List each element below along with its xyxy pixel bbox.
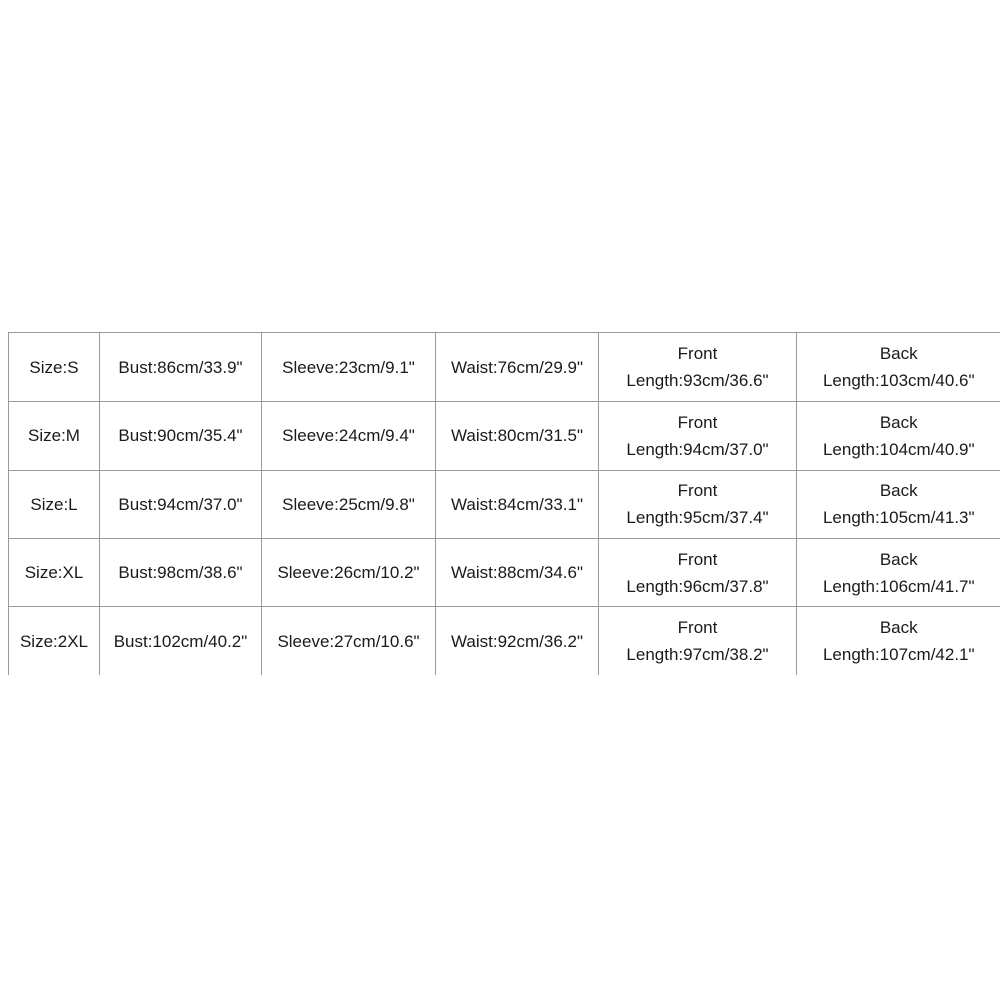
front-length-cell [599, 607, 797, 675]
bust-cell: Bust:102cm/40.2" [100, 607, 262, 675]
table-row [9, 470, 1000, 538]
bust-cell: Bust:98cm/38.6" [100, 538, 262, 606]
back-label: Back [879, 549, 918, 569]
back-length-value: Length:104cm/40.9" [822, 439, 975, 459]
waist-cell: Waist:76cm/29.9" [436, 333, 599, 402]
waist-cell: Waist:80cm/31.5" [436, 402, 599, 470]
table-row [9, 402, 1000, 470]
back-length-cell [797, 402, 1000, 470]
size-cell: Size:2XL [9, 607, 100, 675]
back-length-cell [797, 607, 1000, 675]
table-row [9, 333, 1000, 402]
back-length-value: Length:106cm/41.7" [822, 576, 975, 596]
back-length-cell [797, 470, 1000, 538]
front-length-value: Length:95cm/37.4" [626, 508, 769, 528]
size-chart-table [8, 332, 1000, 675]
waist-cell: Waist:88cm/34.6" [436, 538, 599, 606]
size-cell: Size:M [9, 402, 100, 470]
back-length-value: Length:105cm/41.3" [822, 508, 975, 528]
sleeve-cell: Sleeve:26cm/10.2" [262, 538, 436, 606]
sleeve-cell: Sleeve:25cm/9.8" [262, 470, 436, 538]
front-label: Front [677, 412, 718, 432]
back-length-value: Length:107cm/42.1" [822, 645, 975, 665]
size-cell: Size:XL [9, 538, 100, 606]
bust-cell: Bust:86cm/33.9" [100, 333, 262, 402]
waist-cell: Waist:92cm/36.2" [436, 607, 599, 675]
back-length-value: Length:103cm/40.6" [822, 371, 975, 391]
front-length-cell [599, 333, 797, 402]
back-label: Back [879, 344, 918, 364]
back-length-cell [797, 333, 1000, 402]
back-label: Back [879, 618, 918, 638]
size-cell: Size:L [9, 470, 100, 538]
back-label: Back [879, 481, 918, 501]
front-length-value: Length:94cm/37.0" [626, 439, 769, 459]
sleeve-cell: Sleeve:24cm/9.4" [262, 402, 436, 470]
sleeve-cell: Sleeve:27cm/10.6" [262, 607, 436, 675]
front-label: Front [677, 618, 718, 638]
waist-cell: Waist:84cm/33.1" [436, 470, 599, 538]
bust-cell: Bust:90cm/35.4" [100, 402, 262, 470]
table-row [9, 607, 1000, 675]
front-length-value: Length:93cm/36.6" [626, 371, 769, 391]
table-row [9, 538, 1000, 606]
back-length-cell [797, 538, 1000, 606]
back-label: Back [879, 412, 918, 432]
front-length-value: Length:97cm/38.2" [626, 645, 769, 665]
front-length-cell [599, 470, 797, 538]
sleeve-cell: Sleeve:23cm/9.1" [262, 333, 436, 402]
front-label: Front [677, 344, 718, 364]
front-label: Front [677, 481, 718, 501]
size-cell: Size:S [9, 333, 100, 402]
bust-cell: Bust:94cm/37.0" [100, 470, 262, 538]
front-label: Front [677, 549, 718, 569]
front-length-value: Length:96cm/37.8" [626, 576, 769, 596]
front-length-cell [599, 402, 797, 470]
front-length-cell [599, 538, 797, 606]
